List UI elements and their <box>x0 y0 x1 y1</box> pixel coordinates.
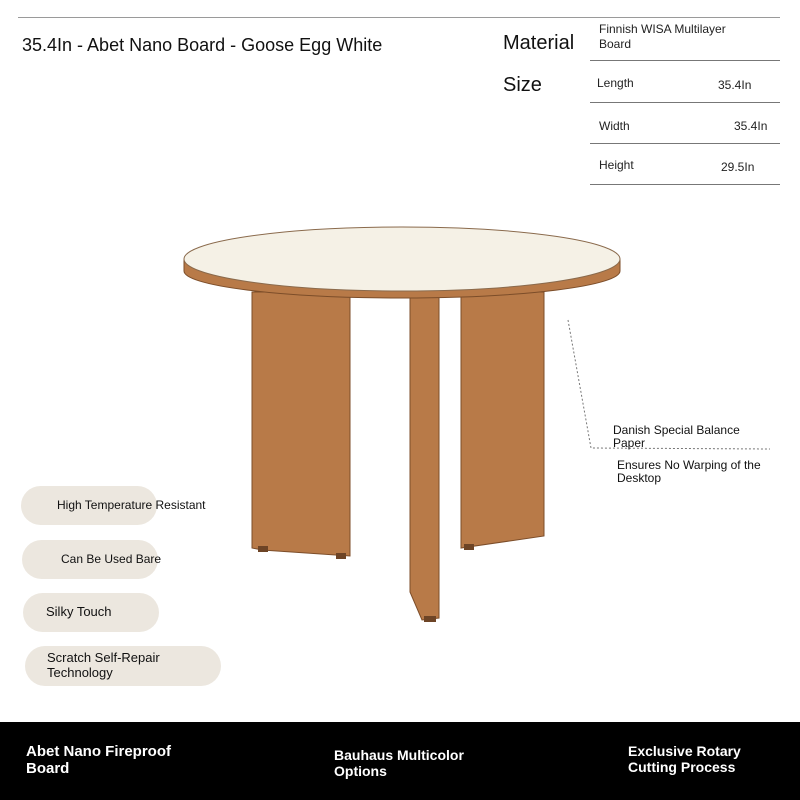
tabletop-surface <box>184 227 620 291</box>
footer-item: Exclusive Rotary Cutting Process <box>628 743 741 776</box>
feature-pill <box>21 486 206 525</box>
width-label: Width <box>599 119 630 133</box>
leg-foot-left-b <box>336 553 346 559</box>
feature-label: Can Be Used Bare <box>61 551 162 566</box>
height-value: 29.5In <box>721 160 755 174</box>
leg-foot-right <box>464 544 474 550</box>
width-value: 35.4In <box>734 119 768 133</box>
table-leg-left <box>252 292 350 556</box>
footer-bar <box>0 722 800 800</box>
leg-foot-front <box>424 616 436 622</box>
footer-item: Bauhaus Multicolor Options <box>334 747 464 780</box>
footer-item: Abet Nano Fireproof Board <box>26 743 171 778</box>
height-label: Height <box>599 158 634 172</box>
material-value: Finnish WISA Multilayer Board <box>599 22 726 51</box>
callout-title: Danish Special Balance Paper <box>613 423 740 451</box>
feature-pill <box>23 593 159 632</box>
table-leg-right <box>461 292 544 548</box>
feature-pill <box>22 540 162 579</box>
feature-pill <box>25 646 221 686</box>
length-label: Length <box>597 76 634 90</box>
material-heading: Material <box>503 32 575 54</box>
table-leg-front <box>410 292 439 620</box>
feature-label: High Temperature Resistant <box>57 497 206 512</box>
feature-label: Scratch Self-Repair Technology <box>47 650 160 680</box>
product-title: 35.4In - Abet Nano Board - Goose Egg White <box>22 35 383 55</box>
length-value: 35.4In <box>718 78 752 92</box>
callout-subtitle: Ensures No Warping of the Desktop <box>617 458 761 486</box>
leg-foot-left <box>258 546 268 552</box>
feature-label: Silky Touch <box>46 604 112 620</box>
size-heading: Size <box>503 74 542 96</box>
